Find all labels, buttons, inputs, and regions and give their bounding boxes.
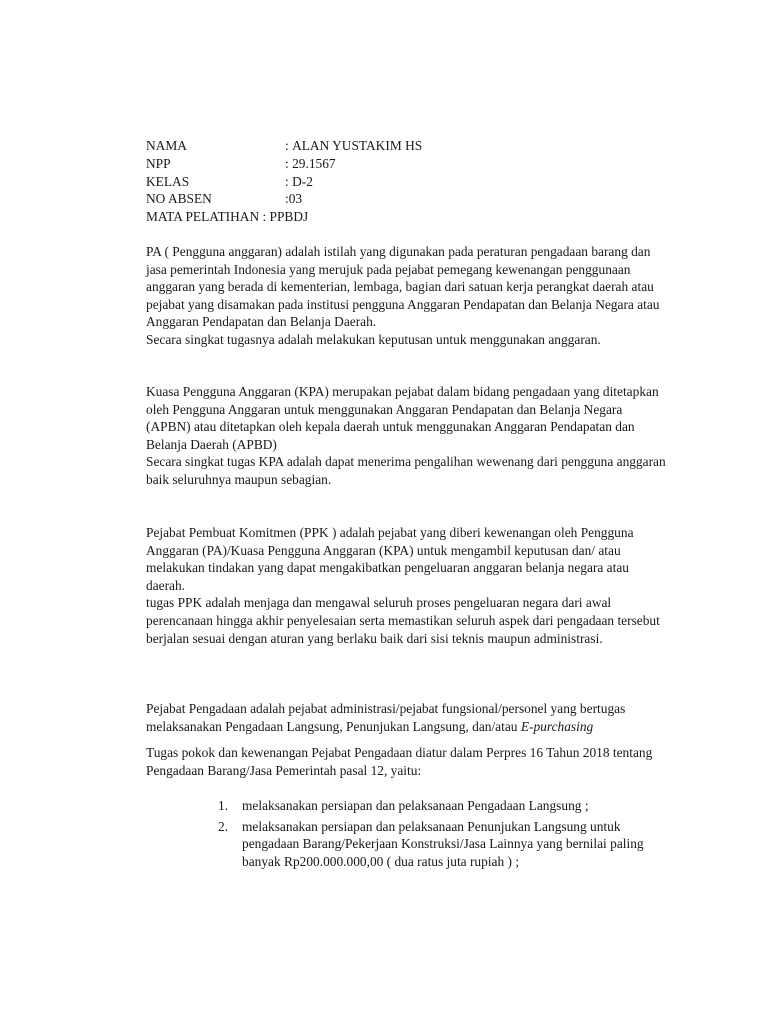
info-row-mata-pelatihan — [146, 208, 666, 226]
pa-task-paragraph: Secara singkat tugasnya adalah melakukan keputusan untuk menggunakan anggaran. — [146, 331, 601, 347]
list-item-number: 1. — [218, 798, 229, 813]
pa-section — [146, 243, 666, 349]
tugas-list — [218, 797, 658, 873]
info-value: ALAN YUSTAKIM HS — [292, 138, 423, 153]
list-item-number: 2. — [218, 818, 229, 834]
info-row-npp — [146, 155, 666, 173]
kpa-task-paragraph: Secara singkat tugas KPA adalah dapat menerima pengalihan wewenang dari pengguna anggaran baik seluruhnya maupun sebagian. — [146, 454, 666, 487]
list-item-text: melaksanakan persiapan dan pelaksanaan Penunjukan Langsung untuk pengadaan Barang/Pekerjaan Konstruksi/Jasa Lainnya yang bernilai paling banyak Rp200.000.000,00 ( dua ratus juta rupiah ) ; — [242, 818, 644, 869]
info-separator: : — [285, 155, 293, 171]
kpa-section — [146, 383, 666, 489]
e-purchasing-term: E-purchasing — [520, 718, 594, 734]
student-info-header — [146, 137, 666, 226]
info-value: D-2 — [292, 173, 313, 189]
ppk-task-paragraph: tugas PPK adalah menjaga dan mengawal seluruh proses pengeluaran negara dari awal perencanaan hingga akhir penyelesaian serta memastikan seluruh aspek dari pengadaan tersebut berjalan sesuai dengan aturan yang berlaku baik dari sisi teknis maupun administrasi. — [146, 595, 660, 646]
list-item — [218, 797, 658, 815]
info-label: NO ABSEN — [146, 191, 212, 207]
info-row-kelas — [146, 173, 666, 191]
info-separator: : — [285, 138, 293, 153]
mata-pelatihan-line: MATA PELATIHAN : PPBDJ — [146, 209, 309, 225]
info-label: NAMA — [146, 138, 187, 153]
kpa-definition-paragraph: Kuasa Pengguna Anggaran (KPA) merupakan pejabat dalam bidang pengadaan yang ditetapkan oleh Pengguna Anggaran untuk menggunakan Anggaran Pendapatan dan Belanja Negara (APBN) atau ditetapkan oleh kepala daerah untuk menggunakan Anggaran Pendapatan dan Belanja Daerah (APBD) — [146, 384, 659, 452]
info-value: 29.1567 — [292, 155, 336, 171]
info-separator: : — [285, 191, 289, 207]
info-row-nama — [146, 137, 666, 155]
ppk-section — [146, 524, 666, 647]
info-label: NPP — [146, 155, 171, 171]
pejabat-pengadaan-section — [146, 700, 666, 735]
info-value: 03 — [288, 191, 303, 207]
pengadaan-definition-paragraph — [146, 700, 666, 735]
info-separator: : — [285, 173, 293, 189]
info-row-no-absen — [146, 190, 666, 208]
tugas-pokok-paragraph: Tugas pokok dan kewenangan Pejabat Pengadaan diatur dalam Perpres 16 Tahun 2018 tentang Pengadaan Barang/Jasa Pemerintah pasal 12, yaitu: — [146, 745, 653, 778]
tugas-pokok-section — [146, 744, 666, 779]
pa-definition-paragraph: PA ( Pengguna anggaran) adalah istilah yang digunakan pada peraturan pengadaan barang dan jasa pemerintah Indonesia yang merujuk pada pejabat pemegang kewenangan penggunaan anggaran yang berada di kementerian, lembaga, bagian dari satuan kerja perangkat daerah atau pejabat yang disamakan pada institusi pengguna Anggaran Pendapatan dan Belanja Negara atau Anggaran Pendapatan dan Belanja Daerah. — [146, 244, 660, 330]
list-item — [218, 818, 658, 871]
list-item-text: melaksanakan persiapan dan pelaksanaan Pengadaan Langsung ; — [242, 798, 589, 813]
info-label: KELAS — [146, 173, 190, 189]
ppk-definition-paragraph: Pejabat Pembuat Komitmen (PPK ) adalah pejabat yang diberi kewenangan oleh Pengguna Anggaran (PA)/Kuasa Pengguna Anggaran (KPA) untuk mengambil keputusan dan/ atau melakukan tindakan yang dapat mengakibatkan pengeluaran anggaran belanja negara atau daerah. — [146, 525, 634, 593]
pengadaan-definition-text: Pejabat Pengadaan adalah pejabat administrasi/pejabat fungsional/personel yang bertugas melaksanakan Pengadaan Langsung, Penunjukan Langsung, dan/atau — [146, 701, 626, 734]
